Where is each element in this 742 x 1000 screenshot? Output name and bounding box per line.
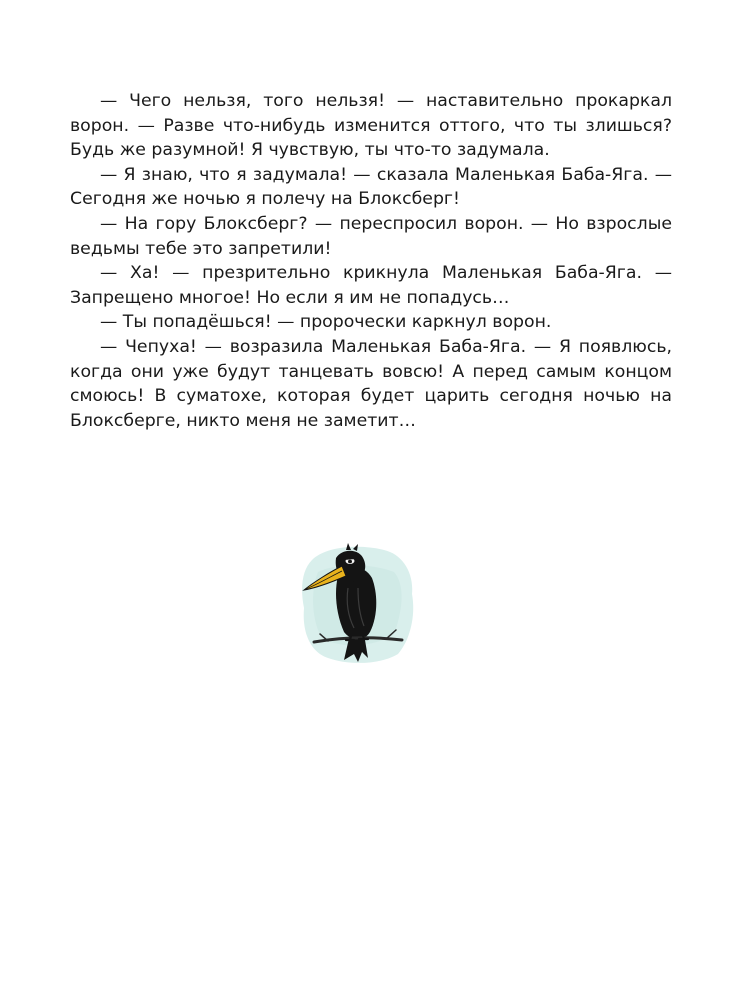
paragraph-1: — Чего нельзя, того нельзя! — наставительно прокаркал ворон. — Разве что-нибудь изменится оттого, что ты злишься? Будь же разумной! Я чувствую, ты что-то задумала. [70,91,672,161]
story-text [70,89,672,433]
raven-illustration [298,542,418,666]
paragraph-4: — Ха! — презрительно крикнула Маленькая Баба-Яга. — Запрещено многое! Но если я им не попадусь… [70,263,672,308]
paragraph-5: — Ты попадёшься! — пророчески каркнул ворон. [100,312,552,333]
raven-on-branch-icon [298,542,418,666]
paragraph-6: — Чепуха! — возразила Маленькая Баба-Яга. — Я появлюсь, когда они уже будут танцевать вовсю! А перед самым концом смоюсь! В суматохе, которая будет царить сегодня ночью на Блоксберге, никто меня не заметит… [70,336,672,431]
paragraph-2: — Я знаю, что я задумала! — сказала Маленькая Баба-Яга. — Сегодня же ночью я полечу на Блоксберг! [70,164,672,210]
paragraph-3: — На гору Блоксберг? — переспросил ворон. — Но взрослые ведьмы тебе это запретили! [70,213,672,259]
